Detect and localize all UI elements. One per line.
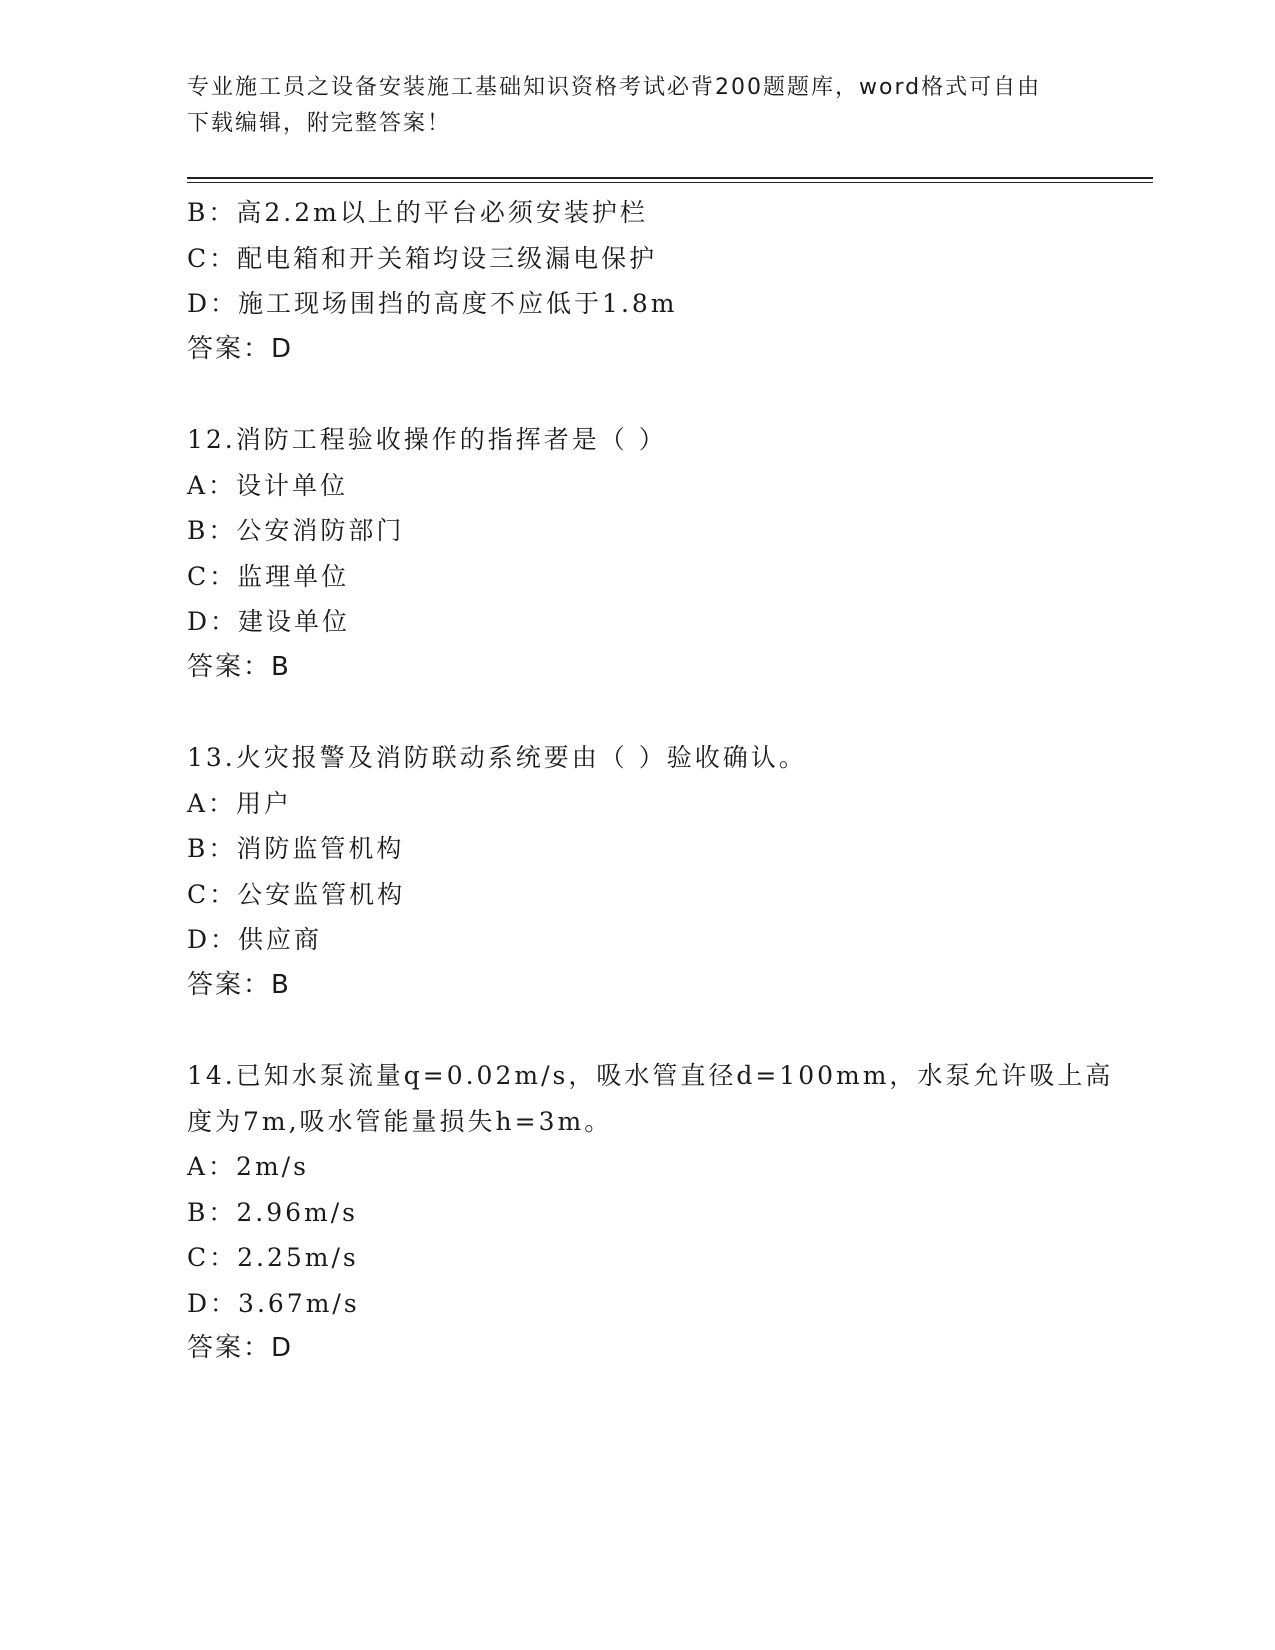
spacer bbox=[187, 690, 1087, 735]
option-b: B：高2.2m以上的平台必须安装护栏 bbox=[187, 198, 648, 227]
question-14 bbox=[187, 1053, 1114, 1372]
option-d: D：3.67m/s bbox=[187, 1288, 360, 1318]
question-12 bbox=[187, 417, 1087, 690]
question-stem-line-2: 度为7m,吸水管能量损失h=3m。 bbox=[187, 1106, 613, 1136]
answer: 答案：B bbox=[187, 969, 291, 1000]
option-c: C：监理单位 bbox=[187, 561, 350, 591]
header-line-1: 专业施工员之设备安装施工基础知识资格考试必背200题题库，word格式可自由 bbox=[187, 75, 1042, 100]
option-d: D：施工现场围挡的高度不应低于1.8m bbox=[187, 289, 678, 318]
option-d: D：供应商 bbox=[187, 925, 323, 954]
question-13 bbox=[187, 735, 1087, 1008]
answer: 答案：D bbox=[187, 333, 294, 364]
option-b: B：2.96m/s bbox=[187, 1197, 358, 1227]
question-stem: 13.火灾报警及消防联动系统要由（ ）验收确认。 bbox=[187, 743, 807, 772]
question-list bbox=[187, 190, 1114, 1372]
option-d: D：建设单位 bbox=[187, 607, 351, 636]
header-line-2: 下载编辑，附完整答案！ bbox=[187, 111, 452, 136]
option-c: C：2.25m/s bbox=[187, 1243, 359, 1272]
header-divider bbox=[187, 177, 1153, 183]
question-11-tail bbox=[187, 190, 1087, 372]
spacer bbox=[187, 1008, 1087, 1053]
option-a: A：2m/s bbox=[187, 1152, 309, 1181]
option-c: C：公安监管机构 bbox=[187, 879, 406, 909]
option-b: B：公安消防部门 bbox=[187, 516, 405, 545]
question-stem: 12.消防工程验收操作的指挥者是（ ） bbox=[187, 425, 667, 454]
answer: 答案：B bbox=[187, 651, 291, 682]
option-b: B：消防监管机构 bbox=[187, 834, 405, 863]
spacer bbox=[187, 372, 1087, 417]
document-header bbox=[187, 70, 1087, 142]
question-stem-line-1: 14.已知水泵流量q=0.02m/s，吸水管直径d=100mm，水泵允许吸上高 bbox=[187, 1061, 1114, 1090]
option-c: C：配电箱和开关箱均设三级漏电保护 bbox=[187, 243, 658, 273]
option-a: A：设计单位 bbox=[187, 470, 349, 500]
option-a: A：用户 bbox=[187, 788, 293, 818]
answer: 答案：D bbox=[187, 1333, 294, 1363]
